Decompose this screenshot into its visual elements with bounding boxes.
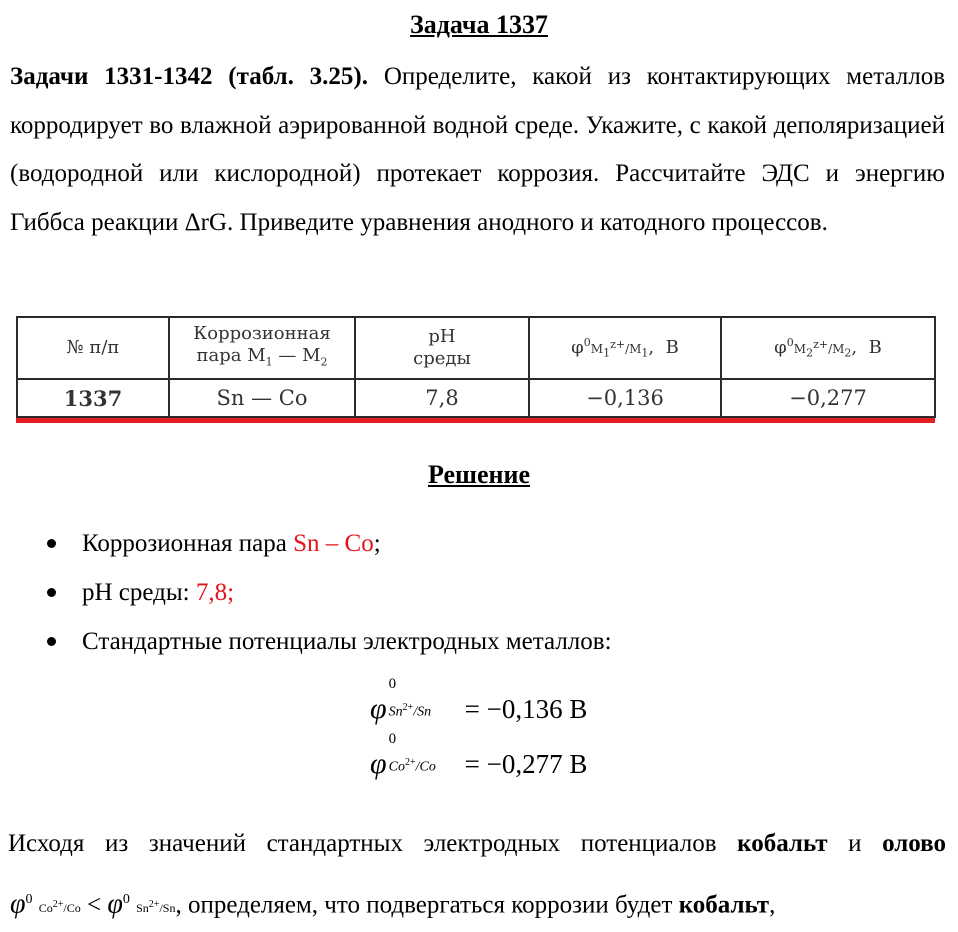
- bullet-icon: [47, 539, 56, 548]
- table-cell-phi1: −0,136: [529, 379, 721, 417]
- table-header-phi2: $\varphi^0M_2^{z+}/M_2$, B: [721, 317, 935, 379]
- formula-co-value: = −0,277 В: [464, 749, 588, 779]
- conclusion-line-2: $\varphi^0$ $Co^{2+}/Co < \varphi^0$ $Sn^{2+}/Sn$, определяем, что подвергаться коррозии будет кобальт,: [10, 888, 776, 920]
- highlight-value: 7,8;: [195, 579, 235, 606]
- problem-lead: Задачи 1331-1342 (табл. 3.25).: [10, 63, 369, 90]
- bullet-icon: [47, 588, 56, 597]
- formula-sn-value: = −0,136 В: [464, 694, 588, 724]
- problem-statement: [10, 53, 945, 247]
- table-cell-pair: Sn — Co: [169, 379, 355, 417]
- given-list: [0, 519, 958, 666]
- table-header-ph: pH среды: [355, 317, 529, 379]
- table-header-pair: Коррозионная пара $M_1$ — $M_2$: [169, 317, 355, 379]
- page-title: Задача 1337: [410, 10, 548, 39]
- problem-text: Определите, какой из контактирующих металлов корродирует во влажной аэрированной водной среде. Укажите, с какой деполяризацией (водородной или кислородной) протекает коррозия. Рассчитайте ЭДС и энергию Гиббса реакции ΔrG. Приведите уравнения анодного и катодного процессов.: [10, 63, 946, 236]
- formula-co: φ 0 $Co^{2+}/Co$ = −0,277 В: [370, 731, 588, 780]
- table-cell-ph: 7,8: [355, 379, 529, 417]
- conclusion-text: Исходя из значений стандартных электродных потенциалов кобальт и олово: [8, 830, 946, 857]
- list-item: Коррозионная пара Sn – Co;: [0, 519, 958, 568]
- highlight-value: Sn – Co: [293, 530, 374, 557]
- data-table: [16, 316, 934, 420]
- table-cell-number: 1337: [17, 379, 169, 417]
- table-header-phi1: $\varphi^0M_1^{z+}/M_1$, B: [529, 317, 721, 379]
- table-underline: [16, 418, 935, 423]
- formula-sn: φ 0 $Sn^{2+}/Sn$ = −0,136 В: [370, 676, 588, 725]
- table-cell-phi2: −0,277: [721, 379, 935, 417]
- bullet-icon: [47, 637, 56, 646]
- solution-heading: Решение: [427, 460, 531, 489]
- list-item: pH среды: 7,8;: [0, 568, 958, 617]
- table-header-number: № п/п: [17, 317, 169, 379]
- list-item: Стандартные потенциалы электродных металлов:: [0, 617, 958, 666]
